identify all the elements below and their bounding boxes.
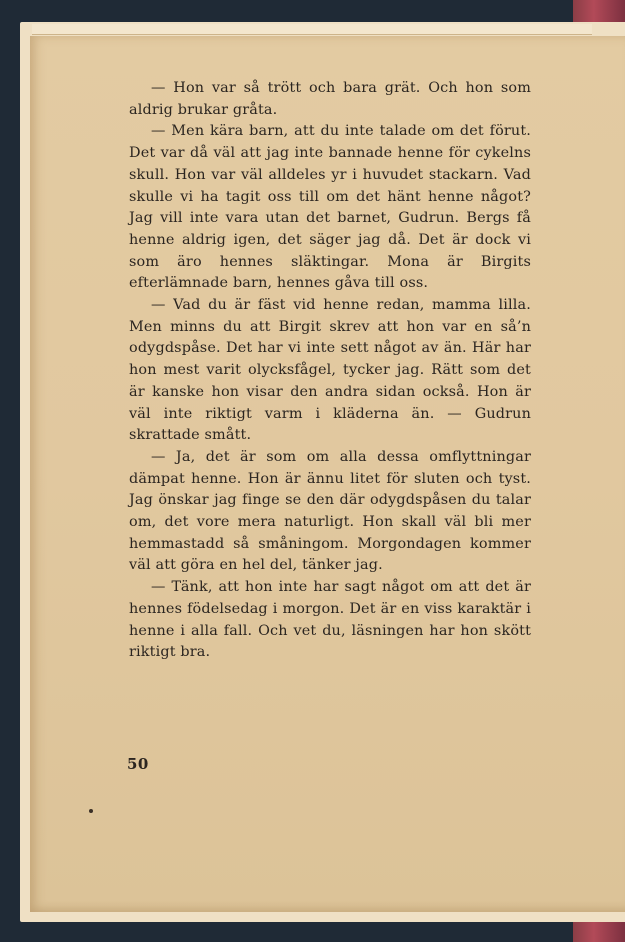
paragraph-4: — Ja, det är som om alla dessa omflyttningar dämpat henne. Hon är ännu litet för sluten och tyst. Jag önskar jag finge se den där odygdspåsen du talar om, det vore mera naturligt. Hon skall väl bli mer hemmastadd så småningom. Morgondagen kommer väl att göra en hel del, tänker jag. (129, 448, 531, 574)
paragraph-2: — Men kära barn, att du inte talade om det förut. Det var då väl att jag inte bannade henne för cykelns skull. Hon var väl alldeles yr i huvudet stackarn. Vad skulle vi ha tagit oss till om det hänt henne något? Jag vill inte vara utan det barnet, Gudrun. Bergs få henne aldrig igen, det säger jag då. Det är dock vi som äro hennes släktingar. Mona är Birgits efterlämnade barn, hennes gåva till oss. (129, 123, 531, 292)
paragraph-5: — Tänk, att hon inte har sagt något om att det är hennes födelsedag i morgon. Det är en viss karaktär i henne i alla fall. Och vet du, läsningen har hon skött riktigt bra. (129, 579, 531, 661)
page-text (129, 78, 531, 664)
page-top-edge (32, 24, 592, 35)
paragraph-3: — Vad du är fäst vid henne redan, mamma lilla. Men minns du att Birgit skrev att hon var en så’n odygdspåse. Det har vi inte sett något av än. Här har hon mest varit olycksfågel, tycker jag. Rätt som det är kanske hon visar den andra sidan också. Hon är väl inte riktigt varm i kläderna än. — Gudrun skrattade smått. (129, 297, 531, 444)
paragraph-1: — Hon var så trött och bara grät. Och hon som aldrig brukar gråta. (129, 80, 531, 118)
page-number: 50 (127, 755, 149, 773)
ink-dot (89, 809, 93, 813)
